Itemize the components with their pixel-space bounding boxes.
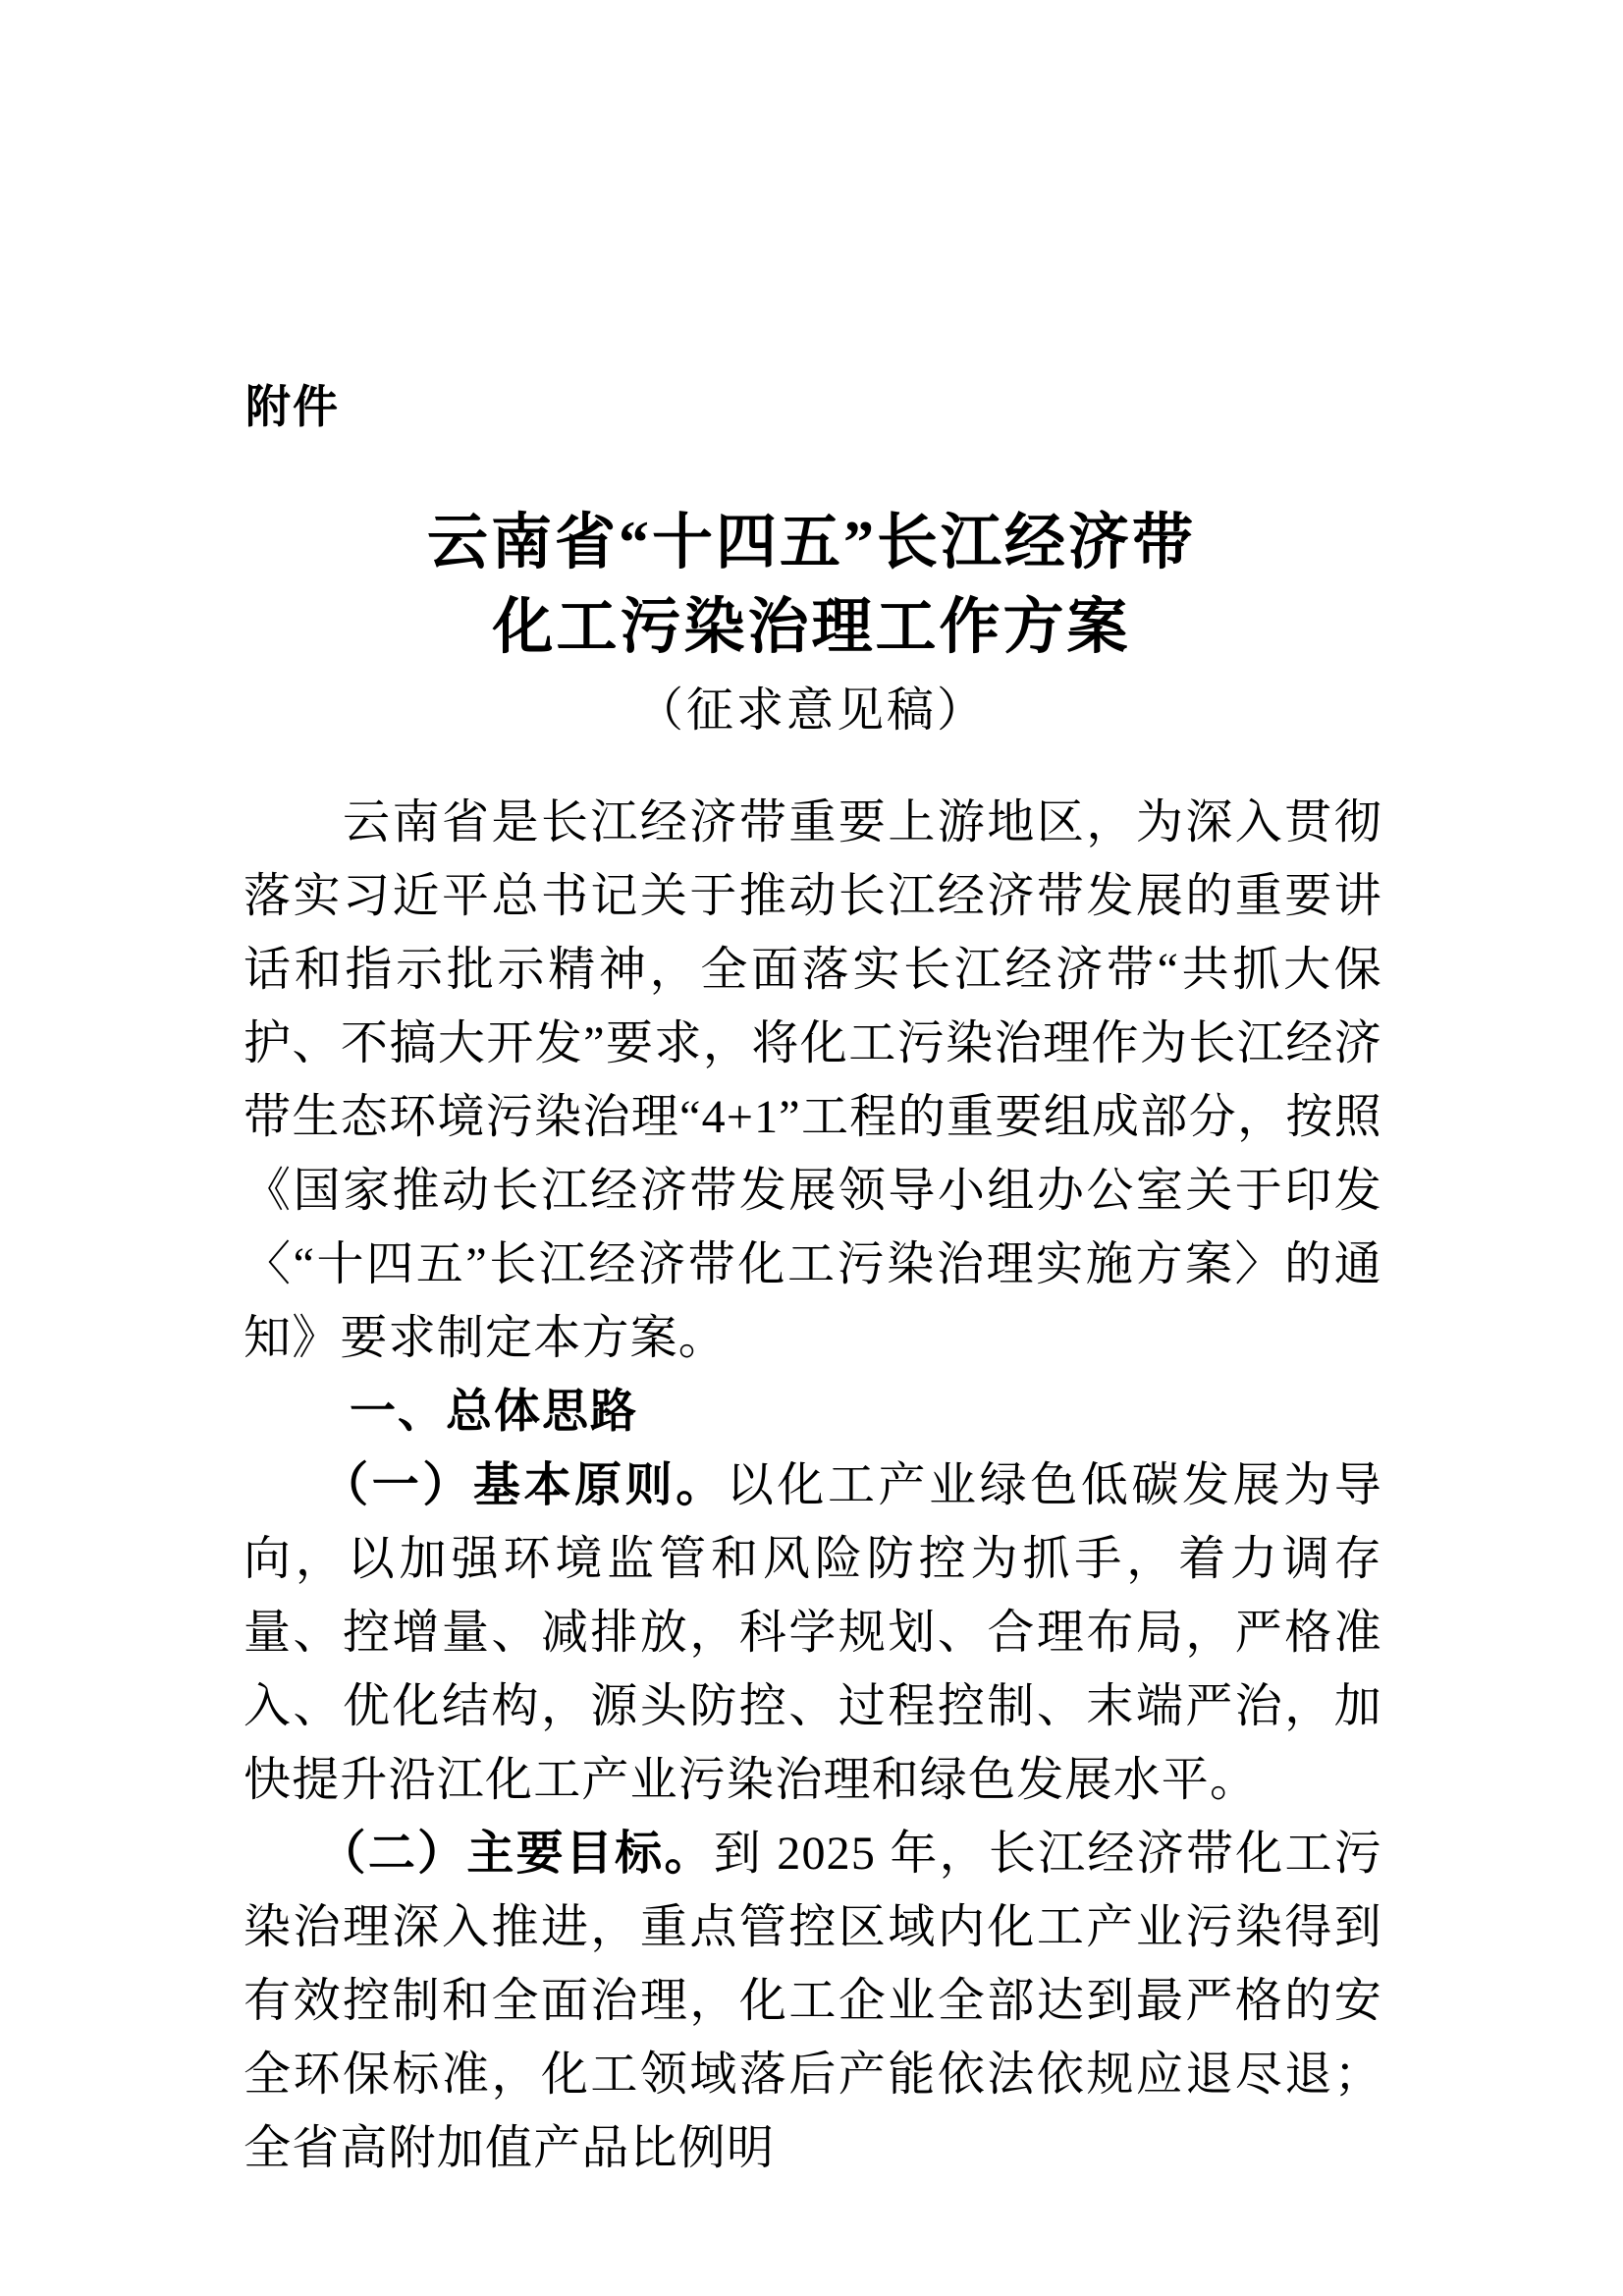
- document-title: [0, 501, 1623, 670]
- section-heading-overall-approach: 一、总体思路: [350, 1385, 638, 1439]
- document-body: [243, 786, 1382, 2185]
- document-subtitle: （征求意见稿）: [635, 684, 987, 737]
- subsection-lead-main-objectives: （二）主要目标。: [243, 1828, 714, 1880]
- title-line-1: 云南省“十四五”长江经济带: [426, 510, 1196, 576]
- attachment-label: 附件: [245, 380, 340, 433]
- subsection-text-basic-principles: 以化工产业绿色低碳发展为导向，以加强环境监管和风险防控为抓手，着力调存量、控增量、减排放，科学规划、合理布局，严格准入、优化结构，源头防控、过程控制、末端严治，加快提升沿江化工产业污染治理和绿色发展水平。: [243, 1459, 1382, 1806]
- paragraph-basic-principles: [243, 1449, 1382, 1817]
- subsection-text-main-objectives: 到 2025 年，长江经济带化工污染治理深入推进，重点管控区域内化工产业污染得到有效控制和全面治理，化工企业全部达到最严格的安全环保标准，化工领域落后产能依法依规应退尽退；全省高附加值产品比例明: [243, 1828, 1382, 2174]
- paragraph-main-objectives: [243, 1817, 1382, 2185]
- subsection-lead-basic-principles: （一）基本原则。: [243, 1459, 727, 1511]
- title-line-2: 化工污染治理工作方案: [492, 594, 1131, 661]
- paragraph-intro: 云南省是长江经济带重要上游地区，为深入贯彻落实习近平总书记关于推动长江经济带发展的重要讲话和指示批示精神，全面落实长江经济带“共抓大保护、不搞大开发”要求，将化工污染治理作为长江经济带生态环境污染治理“4+1”工程的重要组成部分，按照《国家推动长江经济带发展领导小组办公室关于印发〈“十四五”长江经济带化工污染治理实施方案〉的通知》要求制定本方案。: [243, 796, 1382, 1364]
